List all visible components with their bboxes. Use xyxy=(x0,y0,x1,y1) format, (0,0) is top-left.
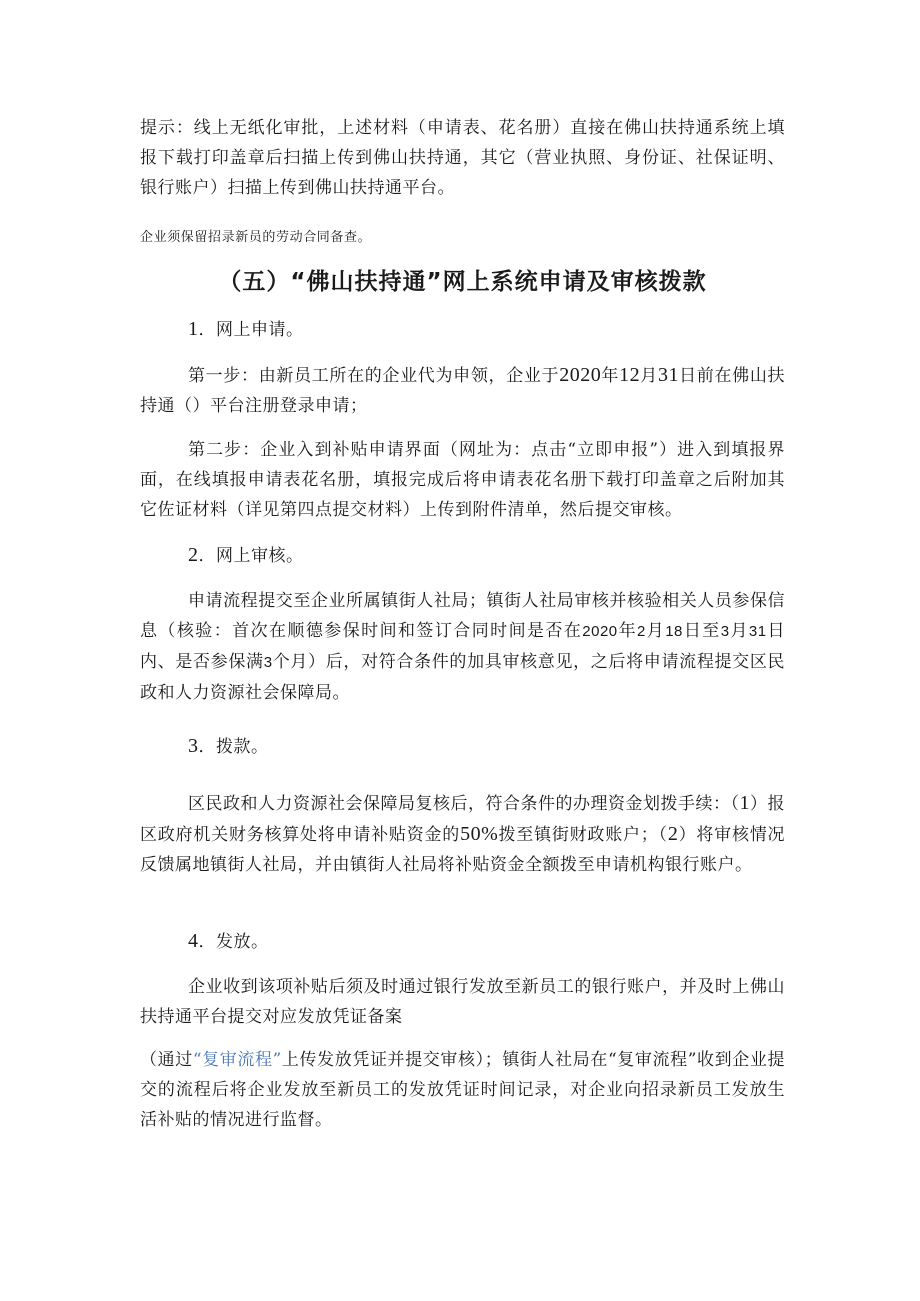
item4-cont-b: 上传发放凭证并提交审核）；镇街人社局在“复审流程”收到企业提交的流程后将企业发放至新员工的发放凭证时间记录，对企业向招录新员工发放生活补贴的情况进行监督。 xyxy=(140,1050,785,1130)
section-title: （五）“佛山扶持通”网上系统申请及审核拨款 xyxy=(218,269,707,295)
item2-text-c: 月 xyxy=(645,621,666,641)
item3-title: ．拨款。 xyxy=(198,737,269,757)
item2-paragraph xyxy=(140,586,785,708)
item3-text-a: 区民政和人力资源社会保障局复核后，符合条件的办理资金划拨手续：（ xyxy=(188,794,740,814)
tip-paragraph xyxy=(140,113,785,203)
item4-cont-a: （通过 xyxy=(140,1050,193,1070)
review-flow-link: “复审流程” xyxy=(192,1050,282,1070)
item3-paragraph xyxy=(140,788,785,880)
item4-number: 4 xyxy=(188,930,199,952)
item1-step1 xyxy=(140,360,785,421)
item2-month2: 3 xyxy=(720,623,730,640)
item2-year: 2020 xyxy=(582,623,618,640)
note-text: 企业须保留招录新员的劳动合同备查。 xyxy=(140,230,372,245)
note-paragraph xyxy=(140,228,785,248)
item2-text-a: 申请流程提交至企业所属镇街人社局；镇街人社局审核并核验相关人员参保信息（核验：首次在顺德参保时间和签订合同时间是否在 xyxy=(140,591,785,641)
item2-day1: 18 xyxy=(665,623,683,640)
item1-step2 xyxy=(140,435,785,525)
item4-continuation xyxy=(140,1045,785,1135)
item3-text-b: ）报区政府机关财务核算处将申请补贴资金的 xyxy=(140,794,785,845)
item2-text-e: 月 xyxy=(729,621,749,641)
item3-text-d: ）将审核情况反馈属地镇街人社局，并由镇街人社局将补贴资金全额拨至申请机构银行账户。 xyxy=(140,825,786,875)
step1-month: 12 xyxy=(619,364,641,386)
item4-title: ．发放。 xyxy=(198,932,269,952)
step1-day: 31 xyxy=(657,364,679,386)
item2-day2: 31 xyxy=(748,623,767,640)
item4-paragraph xyxy=(140,972,785,1032)
item2-text-g: 个月）后，对符合条件的加具审核意见，之后将申请流程提交区民政和人力资源社会保障局。 xyxy=(140,652,786,703)
step1-text-b: 年 xyxy=(601,366,620,386)
item3-text-c: 拨至镇街财政账户；（ xyxy=(498,825,668,845)
item3-n2: 2 xyxy=(667,823,679,845)
item3-number: 3 xyxy=(188,735,199,757)
step1-text-c: 月 xyxy=(640,366,658,386)
item2-text-d: 日至 xyxy=(682,621,721,641)
step1-text-d: 日前在佛山扶持通（）平台注册登录申请； xyxy=(140,366,786,416)
item1-title: ．网上申请。 xyxy=(198,320,304,340)
item2-text-b: 年 xyxy=(617,621,638,641)
item4-text: 企业收到该项补贴后须及时通过银行发放至新员工的银行账户，并及时上佛山扶持通平台提交对应发放凭证备案 xyxy=(140,977,785,1027)
step1-text-a: 第一步：由新员工所在的企业代为申领，企业于 xyxy=(188,366,560,386)
item2-month1: 2 xyxy=(637,623,646,640)
item2-heading xyxy=(140,540,785,571)
item3-n1: 1 xyxy=(739,792,750,814)
item2-months: 3 xyxy=(263,654,273,671)
step1-year: 2020 xyxy=(559,364,602,386)
item1-number: 1 xyxy=(188,318,199,340)
item2-title: ．网上审核。 xyxy=(198,546,304,566)
step2-text: 第二步：企业入到补贴申请界面（网址为：点击“立即申报”）进入到填报界面，在线填报申请表花名册，填报完成后将申请表花名册下载打印盖章之后附加其它佐证材料（详见第四点提交材料）上传到附件清单，然后提交审核。 xyxy=(140,440,785,520)
item1-heading xyxy=(140,314,785,345)
item4-heading xyxy=(140,926,785,957)
item3-heading xyxy=(140,731,785,762)
item2-number: 2 xyxy=(188,544,199,566)
item3-percent: 50% xyxy=(460,823,499,845)
item2-text-f: 日内、是否参保满 xyxy=(140,621,786,672)
tip-text: 提示：线上无纸化审批，上述材料（申请表、花名册）直接在佛山扶持通系统上填报下载打印盖章后扫描上传到佛山扶持通，其它（营业执照、身份证、社保证明、银行账户）扫描上传到佛山扶持通平台。 xyxy=(140,118,785,198)
